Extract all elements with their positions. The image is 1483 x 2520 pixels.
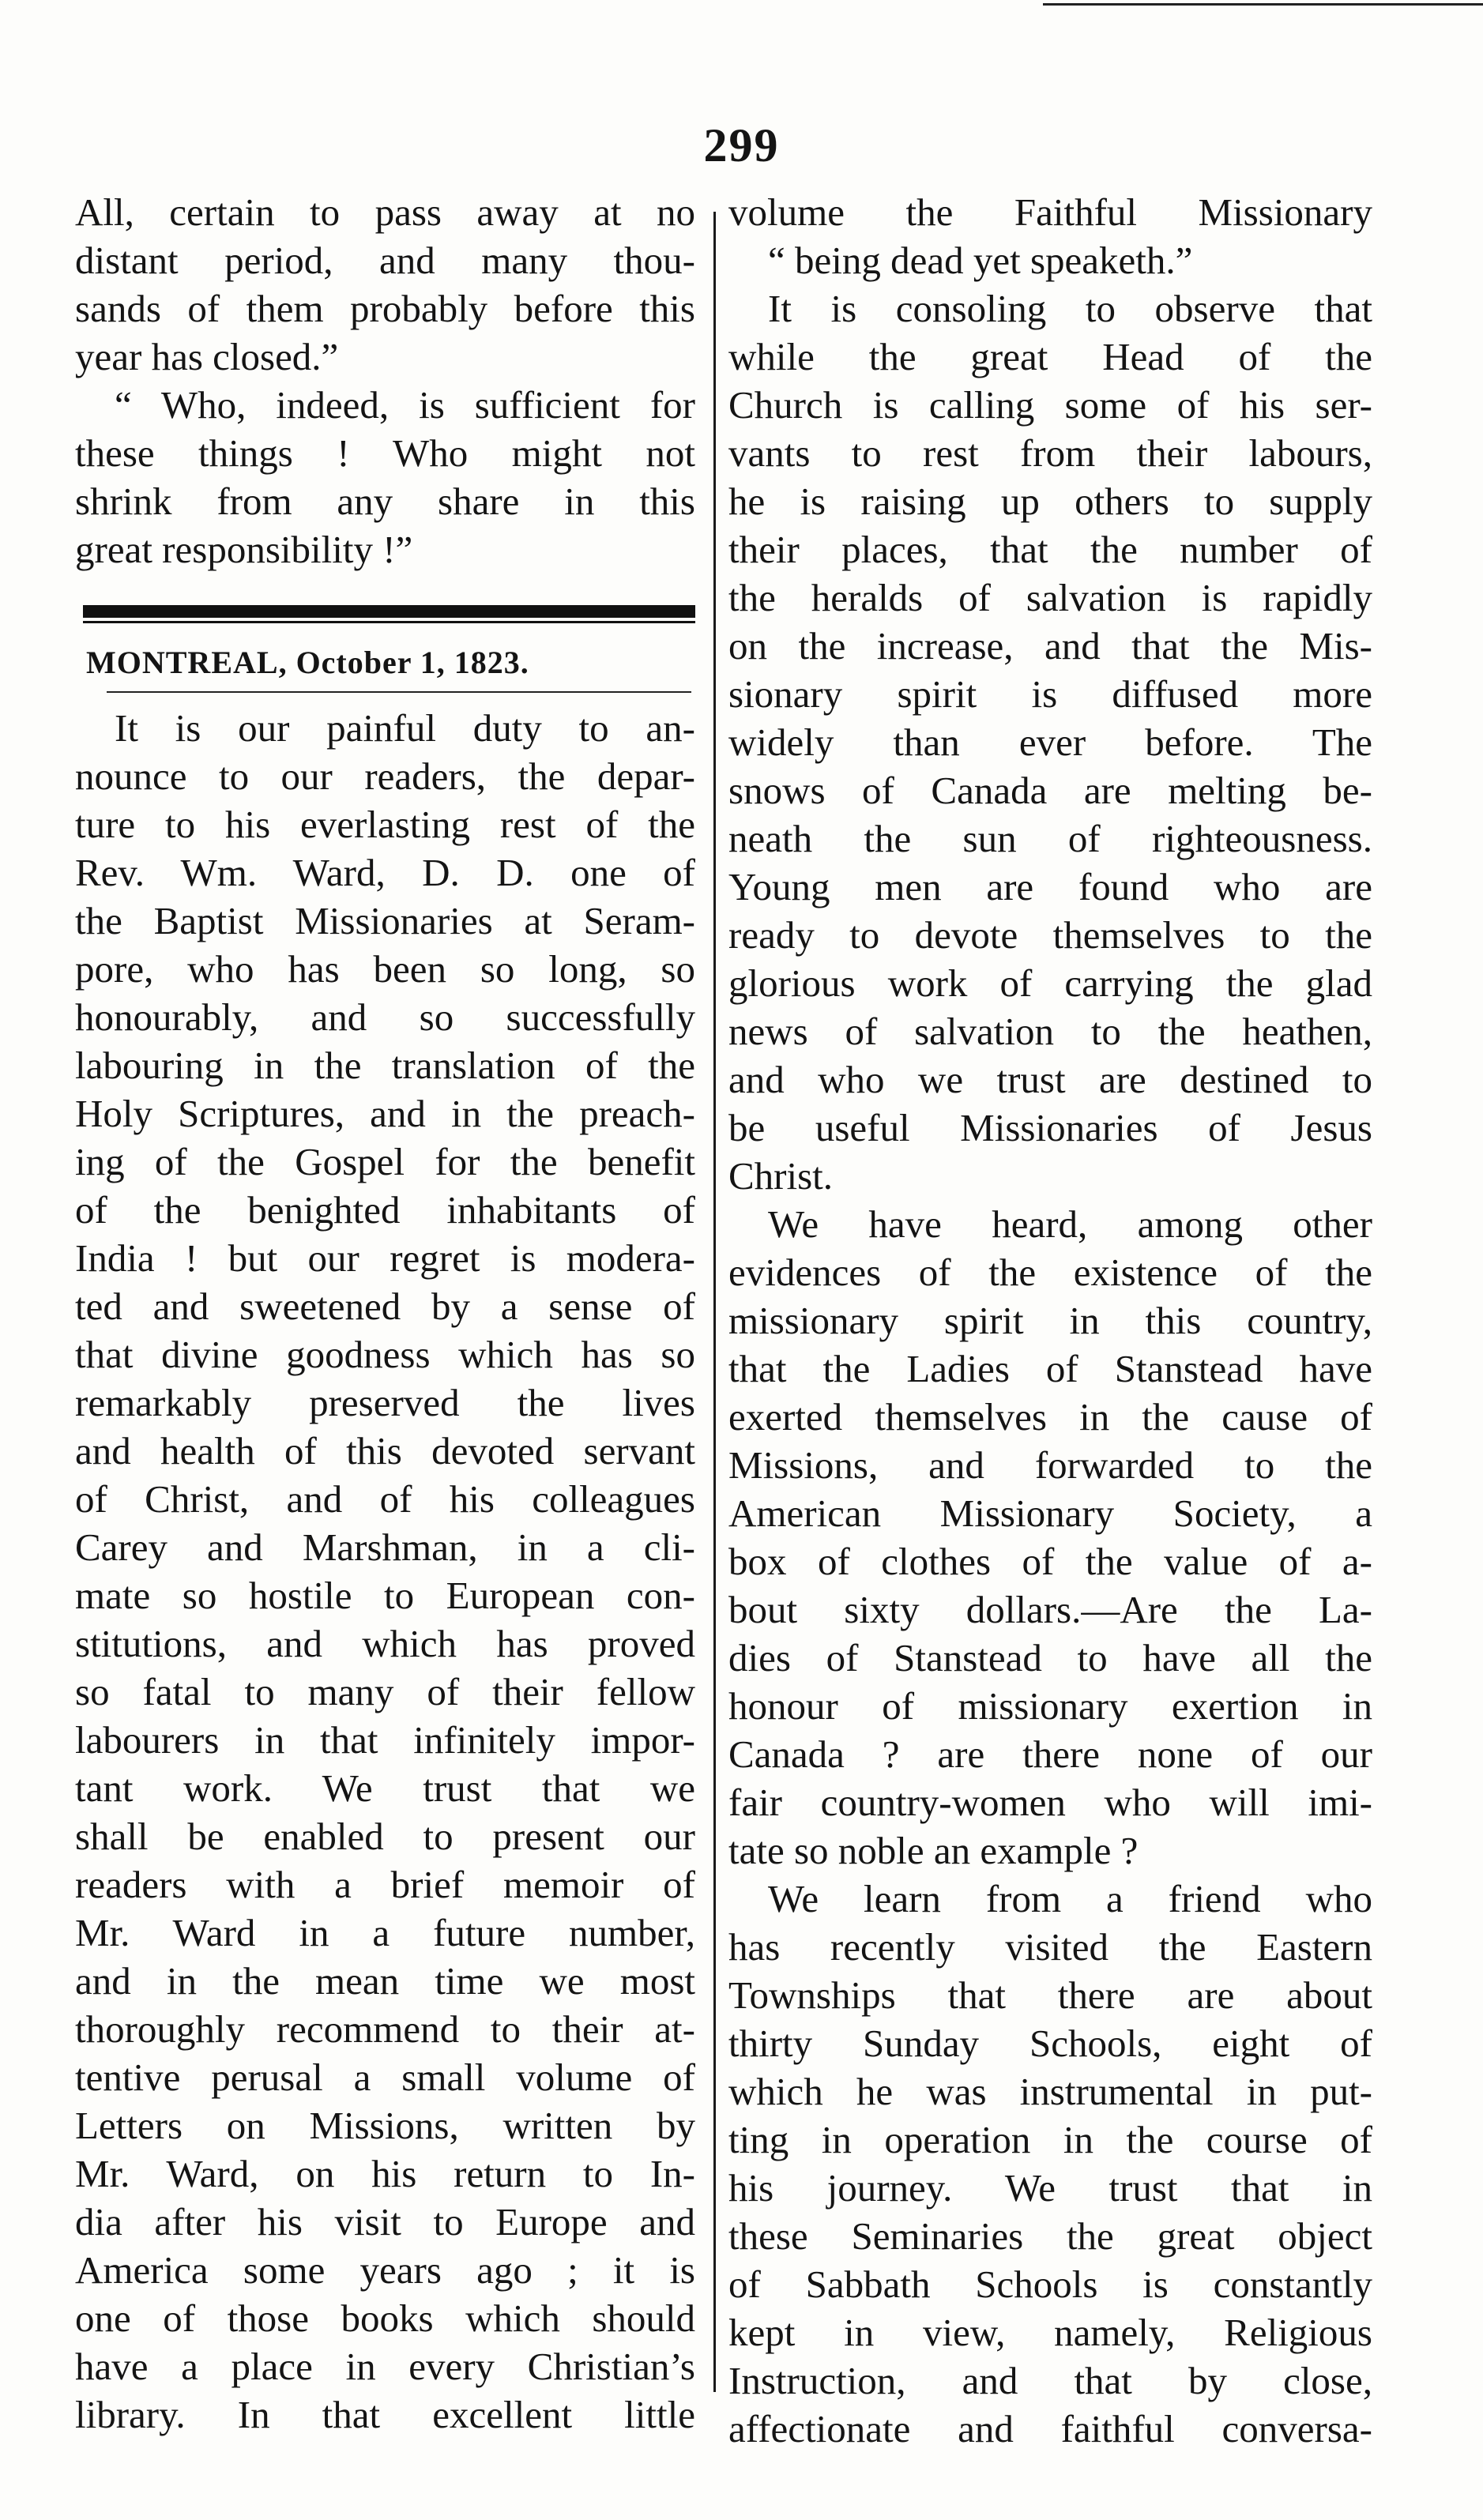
right-column xyxy=(728,188,1372,2453)
text-line: has recently visited the Eastern xyxy=(728,1925,1372,1969)
text-line: Holy Scriptures, and in the preach- xyxy=(75,1092,695,1135)
text-line: We learn from a friend who xyxy=(768,1877,1372,1920)
text-line: on the increase, and that the Mis- xyxy=(728,624,1372,668)
text-line: thirty Sunday Schools, eight of xyxy=(728,2022,1372,2065)
text-line: honourably, and so successfully xyxy=(75,995,695,1039)
text-line: Mr. Ward in a future number, xyxy=(75,1911,695,1954)
text-line: exerted themselves in the cause of xyxy=(728,1395,1372,1439)
page-number: 299 xyxy=(703,119,780,171)
text-line: labourers in that infinitely impor- xyxy=(75,1718,695,1762)
text-line: “ Who, indeed, is sufficient for xyxy=(115,383,695,427)
text-line: honour of missionary exertion in xyxy=(728,1684,1372,1728)
text-line: sionary spirit is diffused more xyxy=(728,672,1372,716)
text-line: of Sabbath Schools is constantly xyxy=(728,2262,1372,2306)
text-line: Young men are found who are xyxy=(728,865,1372,908)
text-line: distant period, and many thou- xyxy=(75,239,695,282)
section-divider-thin xyxy=(83,621,695,623)
text-line: America some years ago ; it is xyxy=(75,2248,695,2292)
text-line: mate so hostile to European con- xyxy=(75,1574,695,1617)
text-line: vants to rest from their labours, xyxy=(728,431,1372,475)
text-line: evidences of the existence of the xyxy=(728,1251,1372,1294)
text-line: while the great Head of the xyxy=(728,335,1372,378)
text-line: so fatal to many of their fellow xyxy=(75,1670,695,1713)
text-line: stitutions, and which has proved xyxy=(75,1622,695,1665)
text-line: fair country-women who will imi- xyxy=(728,1781,1372,1824)
text-line: neath the sun of righteousness. xyxy=(728,817,1372,860)
text-line: kept in view, namely, Religious xyxy=(728,2311,1372,2354)
paragraph-ladies-of-stanstead xyxy=(728,1200,1372,1875)
text-line: tentive perusal a small volume of xyxy=(75,2055,695,2099)
text-line: ready to devote themselves to the xyxy=(728,913,1372,957)
text-line: “ being dead yet speaketh.” xyxy=(768,239,1193,282)
text-line: have a place in every Christian’s xyxy=(75,2345,695,2388)
text-line: news of salvation to the heathen, xyxy=(728,1010,1372,1053)
text-line: Canada ? are there none of our xyxy=(728,1732,1372,1776)
text-line: their places, that the number of xyxy=(728,528,1372,571)
text-line: nounce to our readers, the depar- xyxy=(75,754,695,798)
text-line: volume the Faithful Missionary xyxy=(728,190,1372,234)
text-line: dia after his visit to Europe and xyxy=(75,2200,695,2244)
text-line: readers with a brief memoir of xyxy=(75,1863,695,1906)
text-line: one of those books which should xyxy=(75,2296,695,2340)
text-line: tate so noble an example ? xyxy=(728,1829,1139,1872)
text-line: sands of them probably before this xyxy=(75,287,695,330)
text-line: his journey. We trust that in xyxy=(728,2166,1372,2210)
text-line: thoroughly recommend to their at- xyxy=(75,2007,695,2051)
left-column xyxy=(75,188,695,2439)
text-line: tant work. We trust that we xyxy=(75,1766,695,1810)
text-line: India ! but our regret is modera- xyxy=(75,1236,695,1280)
top-edge-rule xyxy=(1043,3,1483,6)
text-line: Church is calling some of his ser- xyxy=(728,383,1372,427)
text-line: Rev. Wm. Ward, D. D. one of xyxy=(75,851,695,894)
text-line: ting in operation in the course of xyxy=(728,2118,1372,2161)
continued-paragraph xyxy=(75,188,695,381)
text-line: It is consoling to observe that xyxy=(768,287,1372,330)
continued-paragraph xyxy=(728,188,1372,284)
text-line: of the benighted inhabitants of xyxy=(75,1188,695,1232)
text-line: which he was instrumental in put- xyxy=(728,2070,1372,2113)
text-line: these things ! Who might not xyxy=(75,431,695,475)
text-line: ing of the Gospel for the benefit xyxy=(75,1140,695,1183)
text-line: missionary spirit in this country, xyxy=(728,1299,1372,1342)
column-divider xyxy=(713,212,716,2392)
text-line: All, certain to pass away at no xyxy=(75,190,695,234)
text-line: American Missionary Society, a xyxy=(728,1491,1372,1535)
text-line: ture to his everlasting rest of the xyxy=(75,803,695,846)
obituary-article xyxy=(75,704,695,2439)
text-line: the Baptist Missionaries at Seram- xyxy=(75,899,695,942)
section-divider-thick xyxy=(83,605,695,618)
paragraph-sunday-schools xyxy=(728,1875,1372,2453)
text-line: and in the mean time we most xyxy=(75,1959,695,2003)
text-line: pore, who has been so long, so xyxy=(75,947,695,991)
text-line: remarkably preserved the lives xyxy=(75,1381,695,1424)
text-line: shall be enabled to present our xyxy=(75,1815,695,1858)
text-line: snows of Canada are melting be- xyxy=(728,769,1372,812)
text-line: that divine goodness which has so xyxy=(75,1333,695,1376)
text-line: of Christ, and of his colleagues xyxy=(75,1477,695,1521)
text-line: Christ. xyxy=(728,1154,834,1198)
text-line: bout sixty dollars.—Are the La- xyxy=(728,1588,1372,1631)
text-line: labouring in the translation of the xyxy=(75,1044,695,1087)
text-line: great responsibility !” xyxy=(75,528,413,571)
text-line: he is raising up others to supply xyxy=(728,480,1372,523)
text-line: Townships that there are about xyxy=(728,1973,1372,2017)
text-line: Instruction, and that by close, xyxy=(728,2359,1372,2402)
text-line: widely than ever before. The xyxy=(728,720,1372,764)
text-line: be useful Missionaries of Jesus xyxy=(728,1106,1372,1149)
text-line: library. In that excellent little xyxy=(75,2393,695,2436)
text-line: dies of Stanstead to have all the xyxy=(728,1636,1372,1679)
paragraph-missionary-spirit xyxy=(728,284,1372,1200)
dateline-heading: MONTREAL, October 1, 1823. xyxy=(86,645,529,680)
quote-paragraph xyxy=(75,381,695,574)
text-line: and health of this devoted servant xyxy=(75,1429,695,1473)
text-line: affectionate and faithful conversa- xyxy=(728,2407,1372,2450)
text-line: Carey and Marshman, in a cli- xyxy=(75,1525,695,1569)
text-line: Missions, and forwarded to the xyxy=(728,1443,1372,1487)
text-line: Letters on Missions, written by xyxy=(75,2104,695,2147)
text-line: glorious work of carrying the glad xyxy=(728,961,1372,1005)
dateline-underline xyxy=(107,691,691,693)
text-line: Mr. Ward, on his return to In- xyxy=(75,2152,695,2195)
text-line: We have heard, among other xyxy=(768,1202,1372,1246)
text-line: It is our painful duty to an- xyxy=(115,706,695,750)
text-line: that the Ladies of Stanstead have xyxy=(728,1347,1372,1390)
text-line: these Seminaries the great object xyxy=(728,2214,1372,2258)
text-line: year has closed.” xyxy=(75,335,339,378)
text-line: box of clothes of the value of a- xyxy=(728,1540,1372,1583)
text-line: and who we trust are destined to xyxy=(728,1058,1372,1101)
text-line: the heralds of salvation is rapidly xyxy=(728,576,1372,619)
text-line: ted and sweetened by a sense of xyxy=(75,1284,695,1328)
text-line: shrink from any share in this xyxy=(75,480,695,523)
